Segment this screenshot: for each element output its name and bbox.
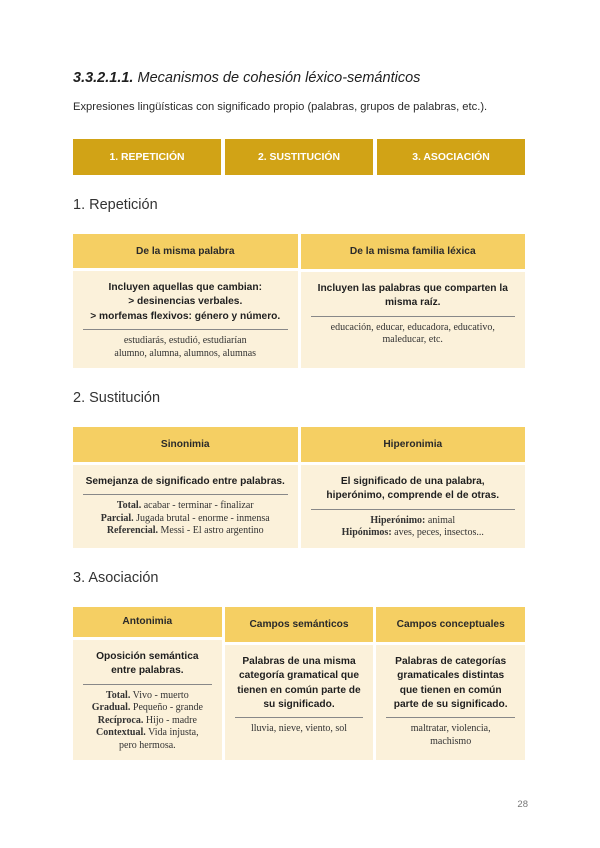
example-text: Pequeño - grande: [132, 702, 203, 713]
table-asociacion: [73, 607, 525, 760]
heading-title: Mecanismos de cohesión léxico-semánticos: [137, 70, 421, 86]
example-line: [114, 348, 256, 361]
description-line: Palabras de categorías: [395, 656, 507, 667]
section-title-asociacion: 3. Asociación: [73, 570, 159, 586]
table-repeticion: [73, 234, 525, 368]
example-line: [331, 334, 495, 347]
cell-header: Campos conceptuales: [376, 607, 525, 642]
cell-header: Sinonimia: [73, 427, 298, 462]
cell-description: [311, 475, 516, 510]
tab-sustitucion[interactable]: 2. SUSTITUCIÓN: [225, 139, 373, 175]
page-number: 28: [517, 799, 528, 810]
cell-body: [73, 640, 222, 760]
column-antonimia: [73, 607, 222, 760]
cell-body: [376, 645, 525, 760]
example-line: [342, 527, 484, 540]
description-line: hiperónimo, comprende el de otras.: [326, 490, 500, 502]
cell-body: [73, 465, 298, 548]
example-line: [251, 723, 347, 736]
example-label: Hiperónimo:: [370, 514, 426, 526]
cell-examples: [114, 335, 256, 360]
description-line: tienen en común parte de: [237, 684, 361, 696]
cell-examples: [411, 723, 491, 748]
example-text: maltratar, violencia,: [410, 723, 491, 735]
example-line: [92, 727, 203, 740]
cell-header: Antonimia: [73, 607, 222, 637]
example-text: Jugada brutal - enorme - inmensa: [136, 512, 270, 524]
cell-examples: [331, 322, 495, 347]
description-line: su significado.: [263, 698, 335, 710]
cell-description: [235, 655, 364, 718]
example-line: [101, 513, 270, 526]
example-text: acabar - terminar - finalizar: [143, 500, 254, 512]
description-line: que tienen en común: [399, 684, 502, 696]
column-misma-palabra: [73, 234, 298, 368]
example-label: Parcial.: [100, 512, 134, 524]
cell-header: De la misma familia léxica: [301, 234, 526, 269]
cell-header: De la misma palabra: [73, 234, 298, 268]
table-sustitucion: [73, 427, 525, 548]
cell-description: [311, 282, 516, 317]
example-text: lluvia, nieve, viento, sol: [250, 723, 348, 735]
cell-examples: [101, 500, 270, 538]
cell-examples: [92, 690, 203, 753]
cell-description: [386, 655, 515, 718]
cell-examples: [251, 723, 347, 736]
example-label: Recíproca.: [97, 714, 144, 726]
cell-header: Hiperonimia: [301, 427, 526, 462]
example-label: Hipónimos:: [341, 527, 392, 539]
description-line: Oposición semántica: [96, 650, 199, 662]
example-text: Messi - El astro argentino: [160, 525, 264, 537]
cell-body: [301, 465, 526, 548]
example-line: [411, 736, 491, 749]
cell-body: [225, 645, 374, 760]
column-campos-conceptuales: [376, 607, 525, 760]
tab-asociacion[interactable]: 3. ASOCIACIÓN: [377, 139, 525, 175]
example-line: [92, 690, 203, 703]
example-line: [101, 500, 270, 513]
intro-text: Expresiones lingüísticas con significado propio (palabras, grupos de palabras, etc.).: [73, 101, 488, 113]
column-misma-familia: [301, 234, 526, 368]
cell-description: [83, 475, 288, 495]
example-text: aves, peces, insectos...: [394, 527, 484, 539]
example-text: Hijo - madre: [145, 714, 197, 726]
cell-header: Campos semánticos: [225, 607, 374, 642]
example-text: estudiarás, estudió, estudiarían: [123, 335, 247, 346]
example-line: [342, 515, 484, 528]
column-hiperonimia: [301, 427, 526, 548]
description-line: Incluyen aquellas que cambian:: [108, 282, 262, 294]
example-text: Vivo - muerto: [132, 689, 189, 701]
column-campos-semanticos: [225, 607, 374, 760]
example-label: Total.: [116, 500, 142, 512]
tab-repeticion[interactable]: 1. REPETICIÓN: [73, 139, 221, 175]
example-text: alumno, alumna, alumnos, alumnas: [114, 347, 257, 359]
section-title-repeticion: 1. Repetición: [73, 197, 158, 213]
description-line: > morfemas flexivos: género y número.: [90, 310, 281, 322]
column-sinonimia: [73, 427, 298, 548]
heading-number: 3.3.2.1.1.: [73, 70, 134, 86]
cell-examples: [342, 515, 484, 540]
example-line: [331, 322, 495, 335]
cell-description: [83, 650, 212, 685]
description-line: categoría gramatical que: [238, 670, 360, 682]
description-line: El significado de una palabra,: [340, 476, 485, 487]
example-line: [101, 525, 270, 538]
example-line: [114, 335, 256, 348]
description-line: Semejanza de significado entre palabras.: [85, 476, 285, 487]
cell-body: [73, 271, 298, 368]
example-text: animal: [427, 514, 456, 526]
example-label: Contextual.: [96, 727, 146, 738]
cell-description: [83, 281, 288, 330]
description-line: > desinencias verbales.: [128, 296, 243, 308]
example-line: [411, 723, 491, 736]
description-line: misma raíz.: [385, 297, 441, 309]
example-label: Total.: [105, 689, 131, 701]
description-line: entre palabras.: [111, 665, 184, 677]
example-text: educación, educar, educadora, educativo,: [330, 321, 495, 333]
description-line: Palabras de una misma: [242, 656, 356, 667]
section-heading: [73, 70, 420, 86]
example-label: Referencial.: [106, 525, 159, 537]
example-line: [92, 715, 203, 728]
example-text: Vida injusta,: [148, 727, 199, 738]
example-line: [92, 702, 203, 715]
example-text: maleducar, etc.: [382, 334, 443, 346]
cell-body: [301, 272, 526, 368]
example-line: [92, 740, 203, 753]
description-line: Incluyen las palabras que comparten la: [317, 283, 508, 294]
category-tabs: [73, 139, 525, 175]
description-line: gramaticales distintas: [397, 670, 505, 682]
example-text: machismo: [430, 735, 472, 747]
example-label: Gradual.: [91, 702, 131, 713]
description-line: parte de su significado.: [393, 698, 508, 710]
section-title-sustitucion: 2. Sustitución: [73, 390, 161, 406]
example-text: pero hermosa.: [119, 739, 176, 751]
